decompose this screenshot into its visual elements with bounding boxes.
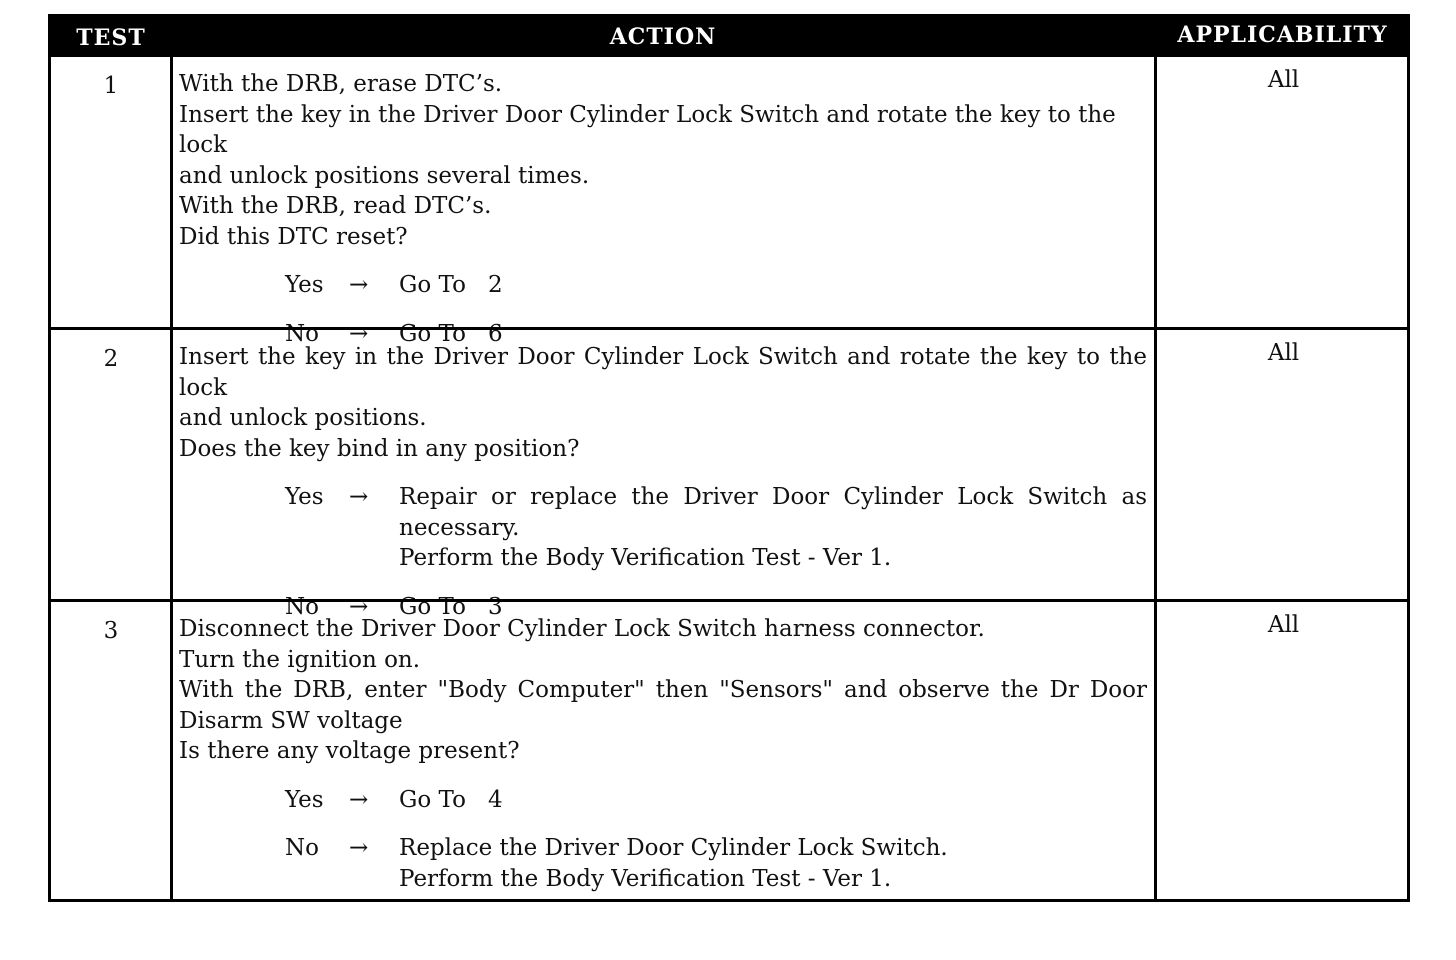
column-divider [1154, 57, 1157, 899]
choice-text: Replace the Driver Door Cylinder Lock Switch. [399, 835, 948, 861]
table-row [51, 57, 1407, 347]
yes-choice [179, 785, 1147, 816]
arrow-icon: → [349, 272, 369, 298]
action-line: Disconnect the Driver Door Cylinder Lock Switch harness connector. [179, 616, 985, 642]
goto-number: 3 [487, 593, 503, 620]
choice-text: necessary. [399, 514, 520, 541]
action-line: With the DRB, read DTC’s. [179, 193, 492, 219]
action-line: Does the key bind in any position? [179, 435, 580, 462]
diagnostic-table [48, 14, 1410, 902]
yes-label: Yes [285, 786, 324, 813]
arrow-icon: → [349, 484, 369, 510]
goto-label: Go To [399, 786, 466, 813]
table-header [51, 17, 1407, 57]
no-label: No [285, 835, 319, 861]
header-applicability: APPLICABILITY [1177, 22, 1388, 48]
action-cell [179, 342, 1147, 622]
action-line: and unlock positions. [179, 405, 427, 431]
goto-number: 4 [487, 786, 503, 813]
choice-text: Repair or replace the Driver Door Cylinder Lock Switch as [399, 484, 1147, 510]
arrow-icon: → [349, 786, 369, 813]
table-row [51, 599, 1407, 902]
action-line: Did this DTC reset? [179, 223, 408, 250]
goto-label: Go To [399, 320, 466, 347]
yes-label: Yes [285, 272, 324, 298]
applicability-value: All [1267, 340, 1300, 366]
goto-label: Go To [399, 593, 466, 620]
action-line: Insert the key in the Driver Door Cylinder Lock Switch and rotate the key to the lock [179, 344, 1147, 401]
no-label: No [285, 320, 319, 347]
yes-choice [179, 270, 1147, 301]
arrow-icon: → [349, 835, 369, 861]
test-number: 3 [103, 618, 119, 644]
action-cell [179, 614, 1147, 894]
action-line: Disarm SW voltage [179, 707, 403, 734]
choice-text [399, 270, 1147, 301]
applicability-value: All [1267, 67, 1300, 93]
arrow-icon: → [349, 320, 369, 347]
choice-text: Perform the Body Verification Test - Ver 1. [399, 865, 892, 892]
no-label: No [285, 593, 319, 620]
no-choice [179, 833, 1147, 894]
header-action: ACTION [609, 24, 717, 50]
table-row [51, 327, 1407, 620]
goto-number: 2 [487, 272, 503, 298]
action-line: Is there any voltage present? [179, 738, 520, 764]
applicability-value: All [1267, 612, 1300, 638]
column-divider [170, 57, 173, 899]
action-line: and unlock positions several times. [179, 162, 590, 189]
action-line: With the DRB, erase DTC’s. [179, 71, 503, 97]
choice-text [399, 785, 1147, 816]
yes-label: Yes [285, 484, 324, 510]
action-line: Turn the ignition on. [179, 646, 421, 673]
arrow-icon: → [349, 593, 369, 620]
test-number: 1 [103, 73, 119, 99]
action-line: Insert the key in the Driver Door Cylinder Lock Switch and rotate the key to the lock [179, 101, 1116, 158]
goto-number: 6 [487, 320, 503, 347]
header-test: TEST [76, 25, 146, 51]
choice-text: Perform the Body Verification Test - Ver 1. [399, 545, 892, 571]
action-line: With the DRB, enter "Body Computer" then "Sensors" and observe the Dr Door [179, 677, 1147, 703]
action-cell [179, 69, 1147, 349]
goto-label: Go To [399, 272, 466, 298]
test-number: 2 [103, 346, 119, 372]
yes-choice [179, 482, 1147, 574]
